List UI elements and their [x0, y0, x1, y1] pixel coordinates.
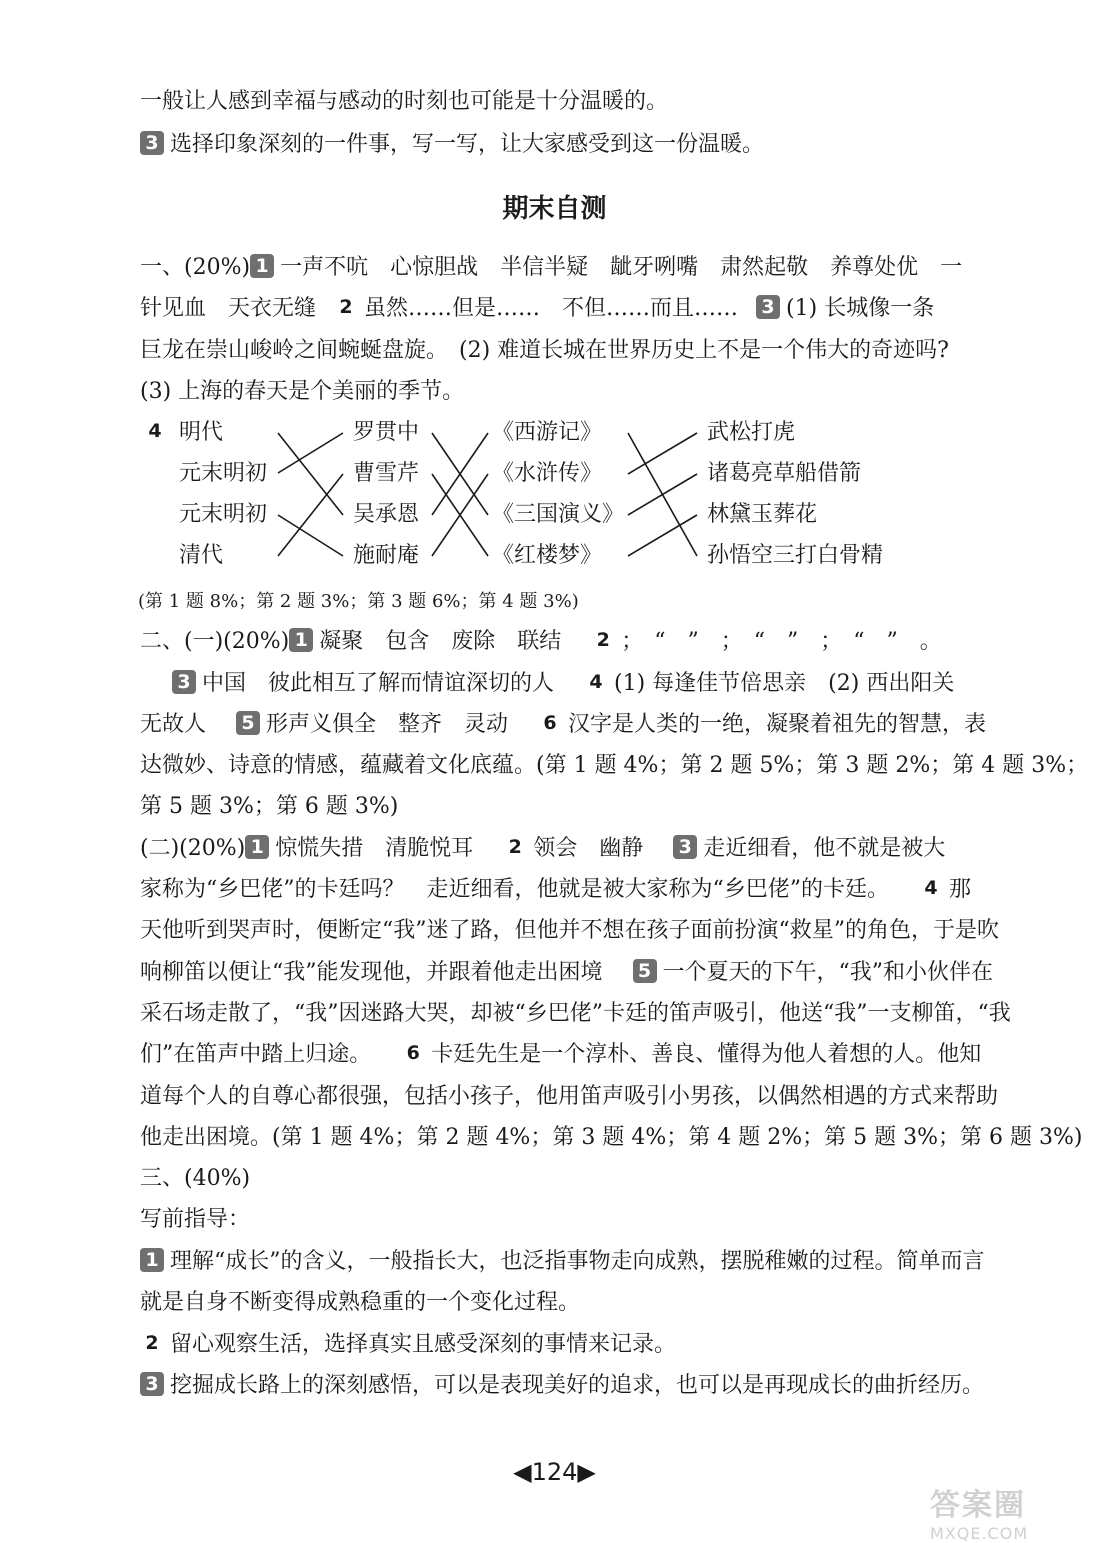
- section-heading: 二、(一)(20%): [140, 629, 290, 654]
- text: 就是自身不断变得成熟稳重的一个变化过程。: [140, 1290, 581, 1315]
- text: 天他听到哭声时，便断定“我”迷了路，但他并不想在孩子面前扮演“救星”的角色，于是吹: [140, 918, 999, 943]
- badge-text: 4: [148, 420, 162, 442]
- text: 针见血 天衣无缝: [140, 296, 317, 321]
- text: 无故人: [140, 712, 207, 737]
- text-line: [140, 789, 1040, 825]
- section-heading: (二)(20%): [140, 836, 246, 861]
- number-badge: 1: [245, 835, 269, 859]
- number-badge: 3: [172, 670, 196, 694]
- text: 理解“成长”的含义，一般指长大，也泛指事物走向成熟，摆脱稚嫩的过程。简单而言: [170, 1249, 985, 1274]
- text-line: [140, 913, 1040, 949]
- number-badge: 5: [236, 711, 260, 735]
- text-line: [140, 748, 1089, 784]
- text-line: [140, 872, 1040, 908]
- text: (1) 每逢佳节倍思亲 (2) 西出阳关: [614, 671, 955, 696]
- match-author: 曹雪芹: [353, 461, 420, 486]
- text-line: [140, 1285, 1040, 1321]
- match-dynasty: 清代: [179, 543, 224, 568]
- text: 惊慌失措 清脆悦耳: [275, 836, 474, 861]
- match-book: 《西游记》: [492, 420, 603, 445]
- text-line: [140, 624, 1040, 660]
- text: 一声不吭 心惊胆战 半信半疑 龇牙咧嘴 肃然起敬 养尊处优 一: [280, 255, 963, 280]
- number-badge: 3: [673, 835, 697, 859]
- watermark-url: MXQE.COM: [930, 1524, 1029, 1543]
- number-badge: 3: [756, 295, 780, 319]
- text: 选择印象深刻的一件事，写一写，让大家感受到这一份温暖。: [170, 132, 765, 157]
- text-line: [140, 1079, 1040, 1115]
- match-book: 《水浒传》: [492, 461, 603, 486]
- match-line: [278, 515, 343, 556]
- watermark-text: 答案圈: [930, 1488, 1026, 1523]
- right-arrow-icon: ▶: [577, 1458, 596, 1486]
- text: 达微妙、诗意的情感，蕴藏着文化底蕴。(第 1 题 4%；第 2 题 5%；第 3 题 2%；第 4 题 3%；: [140, 753, 1089, 778]
- number-badge: 4: [924, 877, 938, 899]
- match-line: [278, 433, 343, 515]
- match-author: 罗贯中: [353, 420, 420, 445]
- section-heading: 一、(20%): [140, 255, 251, 280]
- left-arrow-icon: ◀: [513, 1458, 532, 1486]
- match-story: 武松打虎: [707, 420, 796, 445]
- text: ； “ ” ； “ ” ； “ ” 。: [621, 629, 942, 654]
- text: 家称为“乡巴佬”的卡廷吗？ 走近细看，他就是被大家称为“乡巴佬”的卡廷。: [140, 877, 889, 902]
- text-line: [172, 666, 1072, 702]
- text-line: [140, 1368, 1040, 1404]
- match-dynasty: 明代: [179, 420, 224, 445]
- match-line: [628, 515, 697, 556]
- number-badge: 2: [145, 1332, 159, 1354]
- text-line: 写前指导：: [140, 1207, 251, 1232]
- text: 领会 幽静: [533, 836, 644, 861]
- page-number-text: 124: [531, 1458, 578, 1486]
- text: 那: [949, 877, 972, 902]
- number-badge: 6: [543, 712, 557, 734]
- text: 凝聚 包含 废除 联结: [319, 629, 562, 654]
- text-line: [140, 1244, 1040, 1280]
- text-line: [140, 1327, 1040, 1363]
- match-author: 吴承恩: [353, 502, 420, 527]
- text: 汉字是人类的一绝，凝聚着祖先的智慧，表: [568, 712, 987, 737]
- match-line: [278, 433, 343, 473]
- text: 形声义俱全 整齐 灵动: [266, 712, 509, 737]
- number-badge: 2: [508, 836, 522, 858]
- text: 一般让人感到幸福与感动的时刻也可能是十分温暖的。: [140, 89, 669, 114]
- section-title: 期末自测: [502, 194, 607, 224]
- match-line: [278, 474, 343, 556]
- text: (1) 长城像一条: [786, 296, 935, 321]
- text: 采石场走散了，“我”因迷路大哭，却被“乡巴佬”卡廷的笛声吸引，他送“我”一支柳笛，“我: [140, 1001, 1011, 1026]
- text: 巨龙在崇山峻岭之间蜿蜒盘旋。 (2) 难道长城在世界历史上不是一个伟大的奇迹吗?: [140, 338, 949, 363]
- number-badge: 1: [289, 628, 313, 652]
- match-book: 《三国演义》: [492, 502, 625, 527]
- text: (3) 上海的春天是个美丽的季节。: [140, 379, 465, 404]
- text-line: [140, 996, 1040, 1032]
- section-heading: 三、(40%): [140, 1166, 251, 1191]
- text: 虽然……但是…… 不但……而且……: [364, 296, 739, 321]
- number-badge: 1: [140, 1248, 164, 1272]
- text: 们”在笛声中踏上归途。: [140, 1042, 372, 1067]
- match-dynasty: 元末明初: [179, 502, 268, 527]
- text: 道每个人的自尊心都很强，包括小孩子，他用笛声吸引小男孩，以偶然相遇的方式来帮助: [140, 1084, 999, 1109]
- match-story: 林黛玉葬花: [707, 502, 818, 527]
- match-author: 施耐庵: [353, 543, 420, 568]
- number-badge: 2: [339, 296, 353, 318]
- text: 走近细看，他不就是被大: [703, 836, 946, 861]
- text: 留心观察生活，选择真实且感受深刻的事情来记录。: [170, 1332, 677, 1357]
- match-book: 《红楼梦》: [492, 543, 603, 568]
- match-line: [628, 474, 697, 515]
- match-story: 孙悟空三打白骨精: [707, 543, 884, 568]
- text: 第 5 题 3%；第 6 题 3%): [140, 794, 399, 819]
- text: 一个夏天的下午，“我”和小伙伴在: [662, 960, 993, 985]
- number-badge: 1: [250, 254, 274, 278]
- number-badge: 2: [596, 629, 610, 651]
- text-line: [140, 831, 1040, 867]
- number-badge: 4: [589, 671, 603, 693]
- watermark-logo: [930, 1480, 1100, 1543]
- text-line: [140, 955, 1040, 991]
- text-line: [140, 707, 1040, 743]
- score-note: (第 1 题 8%；第 2 题 3%；第 3 题 6%；第 4 题 3%): [138, 591, 579, 612]
- text: 中国 彼此相互了解而情谊深切的人: [202, 671, 555, 696]
- text: 卡廷先生是一个淳朴、善良、懂得为他人着想的人。他知: [431, 1042, 982, 1067]
- match-line: [628, 433, 697, 474]
- number-badge: 3: [140, 131, 164, 155]
- match-story: 诸葛亮草船借箭: [707, 461, 862, 486]
- text: 挖掘成长路上的深刻感悟，可以是表现美好的追求，也可以是再现成长的曲折经历。: [170, 1373, 985, 1398]
- match-dynasty: 元末明初: [179, 461, 268, 486]
- text: 响柳笛以便让“我”能发现他，并跟着他走出困境: [140, 960, 603, 985]
- text-line: [140, 1120, 1083, 1156]
- number-badge: 6: [406, 1042, 420, 1064]
- text: 他走出困境。(第 1 题 4%；第 2 题 4%；第 3 题 4%；第 4 题 2%；第 5 题 3%；第 6 题 3%): [140, 1125, 1083, 1150]
- text-line: [140, 1037, 1040, 1073]
- number-badge: 5: [633, 959, 657, 983]
- number-badge: 3: [140, 1372, 164, 1396]
